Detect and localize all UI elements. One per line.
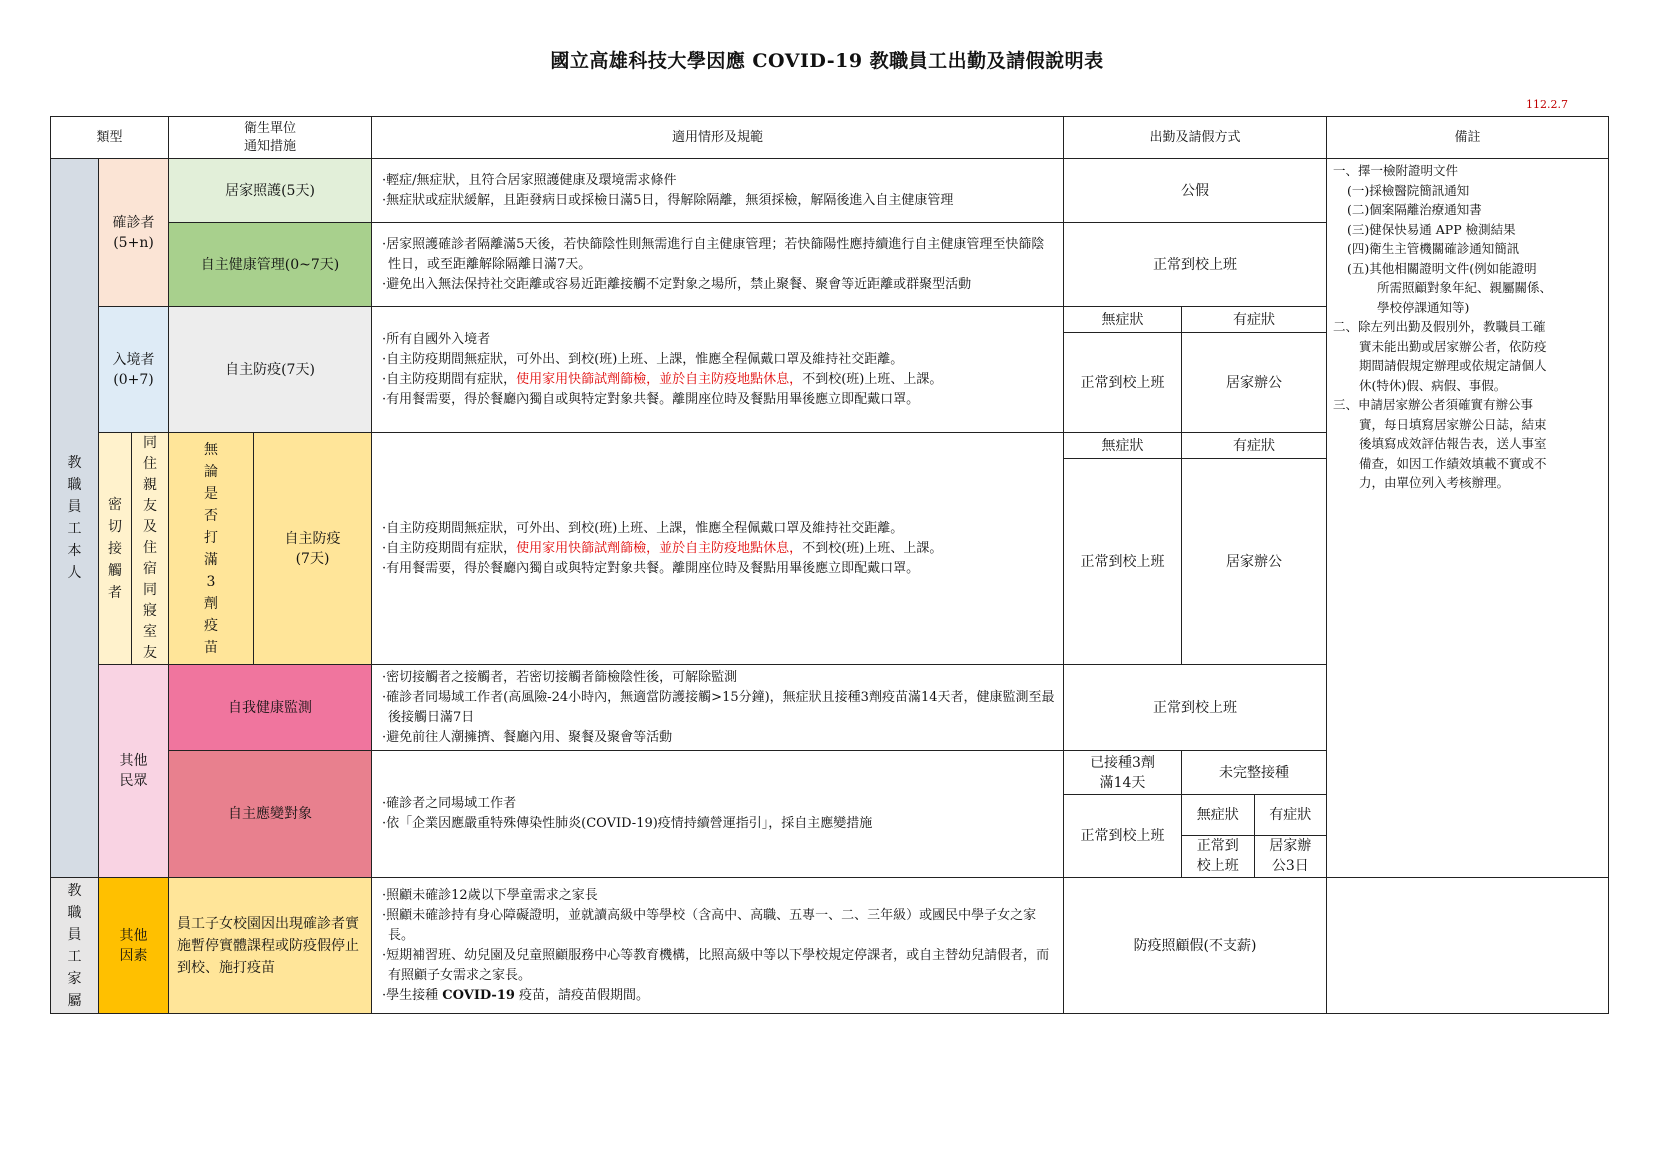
measure-monitor: 自我健康監測 bbox=[169, 665, 372, 751]
group-staff-self: 教 職 員 工 本 人 bbox=[51, 159, 99, 878]
header-remarks: 備註 bbox=[1327, 117, 1609, 159]
entrant-symptom: 有症狀 bbox=[1182, 307, 1327, 333]
group-staff-family: 教 職 員 工 家 屬 bbox=[51, 878, 99, 1014]
entrant-no-symptom: 無症狀 bbox=[1064, 307, 1182, 333]
respond-incomplete-detail bbox=[1182, 795, 1327, 878]
page-title: 國立高雄科技大學因應 COVID-19 教職員工出勤及請假說明表 bbox=[550, 50, 1104, 72]
rapid-test-note: 使用家用快篩試劑篩檢，並於自主防疫地點休息， bbox=[516, 540, 803, 556]
type-confirmed: 確診者 (5+n) bbox=[99, 159, 169, 307]
respond-symptom-action: 居家辦 公3日 bbox=[1269, 838, 1312, 875]
rules-family: ·照顧未確診12歲以下學童需求之家長 ·照顧未確診持有身心障礙證明，並就讀高級中等學校（含高中、高職、五專一、二、三年級）或國民中學子女之家長。 ·短期補習班、幼兒園及兒童照顧服務中心等教育機構，比照高級中等以下學校規定停課者，或自主替幼兒請假者，而有照顧子女需求之家長。 ·學生接種 COVID-19 疫苗，請疫苗假期間。 bbox=[372, 878, 1064, 1014]
measure-self-health: 自主健康管理(0~7天) bbox=[169, 223, 372, 307]
attendance-home-care: 公假 bbox=[1064, 159, 1327, 223]
measure-home-care: 居家照護(5天) bbox=[169, 159, 372, 223]
respond-vaccinated-action: 正常到校上班 bbox=[1064, 795, 1182, 878]
remarks-cell: 一、擇一檢附證明文件 (一)採檢醫院簡訊通知 (二)個案隔離治療通知書 (三)健保快易通 APP 檢測結果 (四)衛生主管機關確診通知簡訊 (五)其他相關證明文件(例如能證明 所需照顧對象年紀、親屬關係、 學校停課通知等) 二、除左列出勤及假別外，教職員工確 實未能出勤或居家辦公者，依防疫 期間請假規定辦理或依規定請個人 休(特休)假、病假、事假。 三、申請居家辦公者須確實有辦公事 實，每日填寫居家辦公日誌，結束 後填寫成效評估報告表，送人事室 備查，如因工作績效填載不實或不 力，由單位列入考核辦理。 bbox=[1327, 159, 1609, 878]
type-others: 其他 民眾 bbox=[99, 665, 169, 878]
header-health-unit: 衛生單位 通知措施 bbox=[169, 117, 372, 159]
document-date: 112.2.7 bbox=[1526, 98, 1568, 111]
close-contact-subtype: 同 住 親 友 及 住 宿 同 寢 室 友 bbox=[132, 433, 169, 665]
rules-respond: ·確診者之同場域工作者 ·依「企業因應嚴重特殊傳染性肺炎(COVID-19)疫情持續營運指引」，採自主應變措施 bbox=[372, 751, 1064, 878]
respond-vaccinated: 已接種3劑 滿14天 bbox=[1064, 751, 1182, 795]
rules-home-care: ·輕症/無症狀，且符合居家照護健康及環境需求條件 ·無症狀或症狀緩解，且距發病日或採檢日滿5日，得解除隔離，無須採檢，解隔後進入自主健康管理 bbox=[372, 159, 1064, 223]
close-contact-vaccine: 無 論 是 否 打 滿 3 劑 疫 苗 bbox=[169, 433, 254, 665]
rules-entrant: ·所有自國外入境者 ·自主防疫期間無症狀，可外出、到校(班)上班、上課，惟應全程佩戴口罩及維持社交距離。 ·自主防疫期間有症狀，使用家用快篩試劑篩檢，並於自主防疫地點休息，不到校(班)上班、上課。 ·有用餐需要，得於餐廳內獨自或與特定對象共餐。離開座位時及餐點用畢後應立即配戴口罩。 bbox=[372, 307, 1064, 433]
header-rules: 適用情形及規範 bbox=[372, 117, 1064, 159]
contact-no-symptom: 無症狀 bbox=[1064, 433, 1182, 459]
contact-symptom: 有症狀 bbox=[1182, 433, 1327, 459]
measure-family: 員工子女校園因出現確診者實施暫停實體課程或防疫假停止到校、施打疫苗 bbox=[169, 878, 372, 1014]
type-family-other: 其他 因素 bbox=[99, 878, 169, 1014]
measure-close-contact: 自主防疫 (7天) bbox=[254, 433, 372, 665]
rules-close-contact: ·自主防疫期間無症狀，可外出、到校(班)上班、上課，惟應全程佩戴口罩及維持社交距離。 ·自主防疫期間有症狀，使用家用快篩試劑篩檢，並於自主防疫地點休息，不到校(班)上班、上課。 ·有用餐需要，得於餐廳內獨自或與特定對象共餐。離開座位時及餐點用畢後應立即配戴口罩。 bbox=[372, 433, 1064, 665]
type-close-contact: 密 切 接 觸 者 bbox=[99, 433, 132, 665]
measure-respond: 自主應變對象 bbox=[169, 751, 372, 878]
attendance-family: 防疫照顧假(不支薪) bbox=[1064, 878, 1327, 1014]
rules-monitor: ·密切接觸者之接觸者，若密切接觸者篩檢陰性後，可解除監測 ·確診者同場域工作者(高風險-24小時內，無適當防護接觸>15分鐘)，無症狀且接種3劑疫苗滿14天者，健康監測至最後接觸日滿7日 ·避免前往人潮擁擠、餐廳內用、聚餐及聚會等活動 bbox=[372, 665, 1064, 751]
remarks-family-empty bbox=[1327, 878, 1609, 1014]
entrant-symptom-action: 居家辦公 bbox=[1182, 333, 1327, 433]
attendance-self-health: 正常到校上班 bbox=[1064, 223, 1327, 307]
attendance-table bbox=[50, 116, 1609, 1014]
rapid-test-note: 使用家用快篩試劑篩檢，並於自主防疫地點休息， bbox=[516, 371, 803, 387]
respond-incomplete: 未完整接種 bbox=[1182, 751, 1327, 795]
contact-symptom-action: 居家辦公 bbox=[1182, 459, 1327, 665]
header-type: 類型 bbox=[51, 117, 169, 159]
rules-self-health: ·居家照護確診者隔離滿5天後，若快篩陰性則無需進行自主健康管理；若快篩陽性應持續進行自主健康管理至快篩陰性日，或至距離解除隔離日滿7天。 ·避免出入無法保持社交距離或容易近距離接觸不定對象之場所，禁止聚餐、聚會等近距離或群聚型活動 bbox=[372, 223, 1064, 307]
entrant-no-symptom-action: 正常到校上班 bbox=[1064, 333, 1182, 433]
respond-symptom: 有症狀 bbox=[1254, 795, 1326, 835]
contact-no-symptom-action: 正常到校上班 bbox=[1064, 459, 1182, 665]
measure-entrant: 自主防疫(7天) bbox=[169, 307, 372, 433]
type-entrant: 入境者 (0+7) bbox=[99, 307, 169, 433]
respond-no-symptom: 無症狀 bbox=[1182, 795, 1254, 835]
attendance-monitor: 正常到校上班 bbox=[1064, 665, 1327, 751]
header-attendance: 出勤及請假方式 bbox=[1064, 117, 1327, 159]
respond-no-symptom-action: 正常到 校上班 bbox=[1182, 835, 1254, 877]
